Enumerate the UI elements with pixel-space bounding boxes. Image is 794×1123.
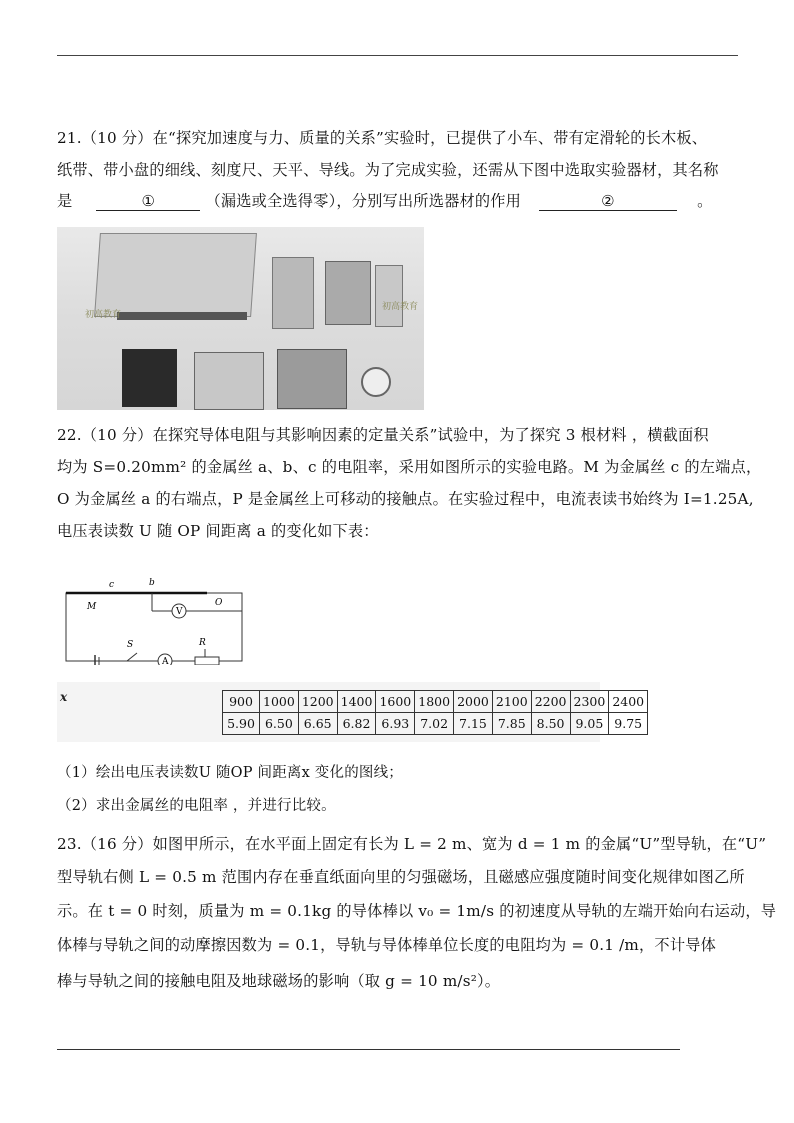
answer-blank-2[interactable]: ② xyxy=(539,192,677,211)
table-cell: 9.75 xyxy=(609,713,648,735)
table-row-x xyxy=(223,691,648,713)
circuit-diagram xyxy=(57,573,247,665)
watermark-logo-right: 初高教育 xyxy=(382,302,419,312)
table-cell: 2400 xyxy=(609,691,648,713)
table-cell: 1600 xyxy=(376,691,415,713)
q22-line-2: 均为 S=0.20mm² 的金属丝 a、b、c 的电阻率，采用如图所示的实验电路。M 为金属丝 c 的左端点， xyxy=(57,458,762,476)
weights-image xyxy=(272,257,314,329)
table-row-u xyxy=(223,713,648,735)
timer-device-image xyxy=(325,261,371,325)
resistance-box-image xyxy=(194,352,264,410)
q23-line-2: 型导轨右侧 L = 0.5 m 范围内存在垂直纸面向里的匀强磁场，且磁感应强度随时间变化规律如图乙所 xyxy=(57,868,745,886)
label-S: S xyxy=(127,640,134,650)
table-cell: 2200 xyxy=(531,691,570,713)
rheostat-image xyxy=(122,349,177,407)
q23-line-4: 体棒与导轨之间的动摩擦因数为 = 0.1，导轨与导体棒单位长度的电阻均为 = 0.1 /m，不计导体 xyxy=(57,936,716,954)
table-cell: 1200 xyxy=(298,691,337,713)
q23-line-5: 棒与导轨之间的接触电阻及地球磁场的影响（取 g = 10 m/s²）。 xyxy=(57,972,501,990)
spring-scale-image xyxy=(375,265,403,327)
q21-line-1: 21.（10 分）在“探究加速度与力、质量的关系”实验时，已提供了小车、带有定滑轮的长木板、 xyxy=(57,129,708,147)
q21-line-3-mid: （漏选或全选得零），分别写出所选器材的作用 xyxy=(205,192,522,210)
table-left-faded xyxy=(60,690,220,732)
label-b: b xyxy=(149,578,155,588)
table-cell: 6.82 xyxy=(337,713,376,735)
label-O: O xyxy=(215,598,223,608)
table-cell: 2100 xyxy=(492,691,531,713)
table-cell: 8.50 xyxy=(531,713,570,735)
watermark-logo-left: 初高教育 xyxy=(85,310,122,320)
table-cell: 6.65 xyxy=(298,713,337,735)
table-cell: 1000 xyxy=(260,691,299,713)
q22-sub-2: （2）求出金属丝的电阻率 ，并进行比较。 xyxy=(57,798,336,814)
table-cell: 7.02 xyxy=(415,713,454,735)
power-supply-image xyxy=(94,233,257,317)
label-M: M xyxy=(87,602,97,612)
table-cell: 6.50 xyxy=(260,713,299,735)
q21-line-3-end: 。 xyxy=(697,192,713,210)
q21-line-3 xyxy=(57,190,713,212)
ammeter-label: A xyxy=(162,657,169,665)
rheostat-symbol xyxy=(195,657,219,665)
table-cell: 7.85 xyxy=(492,713,531,735)
q23-line-3: 示。在 t = 0 时刻，质量为 m = 0.1kg 的导体棒以 v₀ = 1m/s 的初速度从导轨的左端开始向右运动，导 xyxy=(57,902,777,920)
table-cell: 9.05 xyxy=(570,713,609,735)
q21-line-3-start: 是 xyxy=(57,192,73,210)
table-cell: 6.93 xyxy=(376,713,415,735)
stopwatch-image xyxy=(361,367,391,397)
q22-line-3: O 为金属丝 a 的右端点，P 是金属丝上可移动的接触点。在实验过程中，电流表读书始终为 I=1.25A, xyxy=(57,490,754,508)
table-cell: 5.90 xyxy=(223,713,260,735)
q22-line-1: 22.（10 分）在探究导体电阻与其影响因素的定量关系”试验中，为了探究 3 根材料 ，横截面积 xyxy=(57,426,709,444)
data-table xyxy=(222,690,648,735)
header-rule xyxy=(57,55,738,56)
table-cell: 2300 xyxy=(570,691,609,713)
x-label: x xyxy=(60,690,68,704)
table-cell: 1800 xyxy=(415,691,454,713)
q22-line-4: 电压表读数 U 随 OP 间距离 a 的变化如下表： xyxy=(57,522,379,540)
apparatus-photo xyxy=(57,227,424,410)
meter-box-image xyxy=(277,349,347,409)
footer-rule xyxy=(57,1049,680,1050)
table-cell: 1400 xyxy=(337,691,376,713)
label-c: c xyxy=(109,580,115,590)
table-cell: 2000 xyxy=(454,691,493,713)
q23-line-1: 23.（16 分）如图甲所示，在水平面上固定有长为 L = 2 m、宽为 d = 1 m 的金属“U”型导轨，在“U” xyxy=(57,835,767,853)
answer-blank-1[interactable]: ① xyxy=(96,192,200,211)
table-cell: 7.15 xyxy=(454,713,493,735)
q22-sub-1: （1）绘出电压表读数U 随OP 间距离x 变化的图线； xyxy=(57,765,403,781)
table-cell: 900 xyxy=(223,691,260,713)
voltmeter-label: V xyxy=(176,607,183,617)
label-R: R xyxy=(199,638,206,648)
switch-symbol xyxy=(127,653,137,661)
q21-line-2: 纸带、带小盘的细线、刻度尺、天平、导线。为了完成实验，还需从下图中选取实验器材，其名称 xyxy=(57,161,719,179)
